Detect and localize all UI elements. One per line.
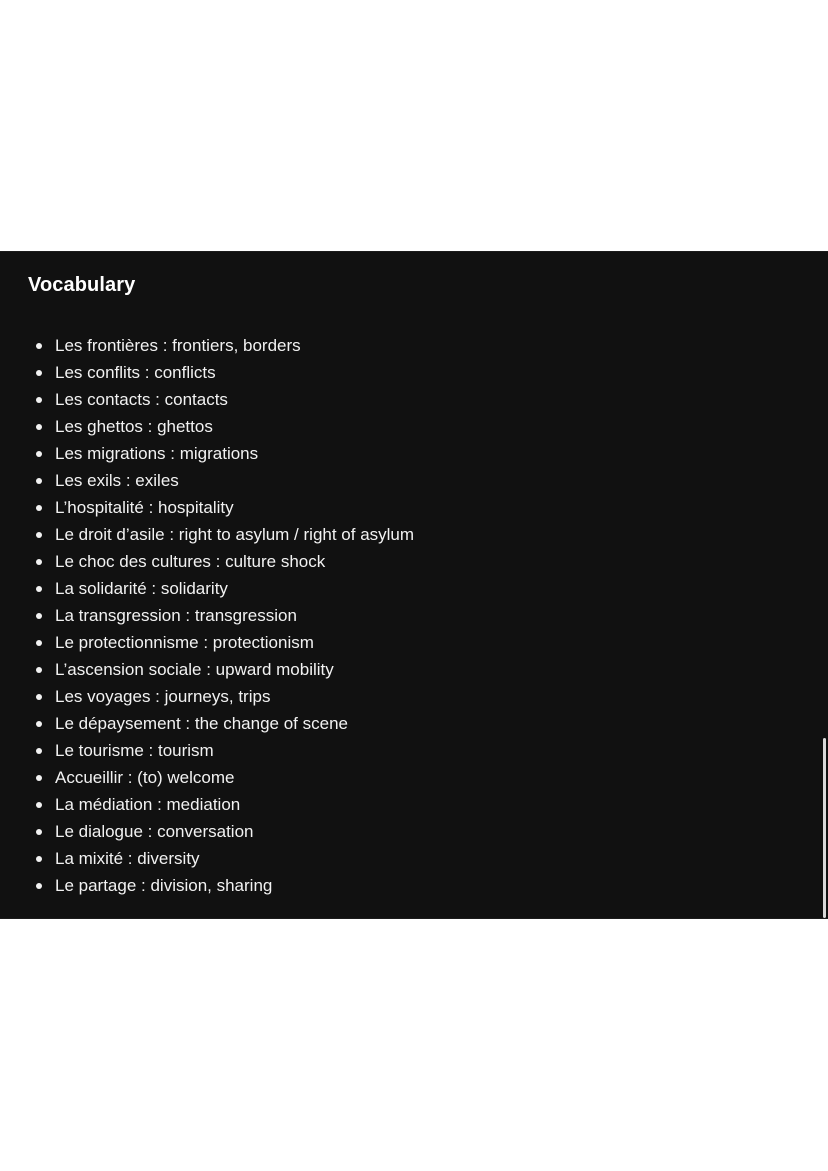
bullet-icon [36, 775, 42, 781]
list-item-text: Le droit d’asile : right to asylum / right of asylum [55, 525, 415, 544]
list-item [0, 332, 414, 359]
bullet-icon [36, 721, 42, 727]
bullet-icon [36, 532, 42, 538]
list-item-text: Le tourisme : tourism [55, 741, 214, 760]
list-item-text: Les frontières : frontiers, borders [55, 336, 301, 355]
list-item-text: Les migrations : migrations [55, 444, 259, 463]
list-item-text: Le partage : division, sharing [55, 876, 273, 895]
list-item [0, 872, 414, 899]
scrollbar-thumb[interactable] [823, 738, 826, 918]
list-item [0, 386, 414, 413]
bullet-icon [36, 613, 42, 619]
list-item-text: Le choc des cultures : culture shock [55, 552, 326, 571]
list-item-text: La transgression : transgression [55, 606, 297, 625]
list-item [0, 629, 414, 656]
list-item [0, 602, 414, 629]
bullet-icon [36, 478, 42, 484]
list-item [0, 764, 414, 791]
bullet-icon [36, 343, 42, 349]
list-item [0, 656, 414, 683]
bullet-icon [36, 802, 42, 808]
list-item-text: La solidarité : solidarity [55, 579, 228, 598]
bullet-icon [36, 397, 42, 403]
list-item [0, 737, 414, 764]
list-item [0, 710, 414, 737]
list-item-text: Les exils : exiles [55, 471, 179, 490]
list-item-text: L’hospitalité : hospitality [55, 498, 234, 517]
list-item-text: La médiation : mediation [55, 795, 241, 814]
list-item [0, 467, 414, 494]
list-item [0, 494, 414, 521]
bullet-icon [36, 856, 42, 862]
bullet-icon [36, 424, 42, 430]
vocabulary-list [0, 332, 414, 899]
section-title: Vocabulary [28, 274, 136, 296]
list-item-text: L’ascension sociale : upward mobility [55, 660, 334, 679]
scrollbar[interactable] [822, 252, 828, 918]
vocabulary-panel [0, 251, 828, 919]
list-item-text: Le dépaysement : the change of scene [55, 714, 348, 733]
bullet-icon [36, 694, 42, 700]
list-item [0, 521, 414, 548]
bullet-icon [36, 640, 42, 646]
list-item-text: Les conflits : conflicts [55, 363, 216, 382]
bullet-icon [36, 748, 42, 754]
list-item [0, 818, 414, 845]
list-item [0, 845, 414, 872]
bullet-icon [36, 451, 42, 457]
list-item-text: Les ghettos : ghettos [55, 417, 213, 436]
list-item [0, 413, 414, 440]
list-item-text: Le dialogue : conversation [55, 822, 254, 841]
list-item [0, 575, 414, 602]
list-item-text: Les voyages : journeys, trips [55, 687, 271, 706]
list-item [0, 440, 414, 467]
list-item-text: Accueillir : (to) welcome [55, 768, 235, 787]
bullet-icon [36, 505, 42, 511]
list-item [0, 548, 414, 575]
bullet-icon [36, 559, 42, 565]
list-item-text: Les contacts : contacts [55, 390, 228, 409]
list-item [0, 791, 414, 818]
bullet-icon [36, 667, 42, 673]
list-item [0, 683, 414, 710]
list-item-text: La mixité : diversity [55, 849, 200, 868]
list-item [0, 359, 414, 386]
bullet-icon [36, 586, 42, 592]
list-item-text: Le protectionnisme : protectionism [55, 633, 314, 652]
bullet-icon [36, 883, 42, 889]
bullet-icon [36, 829, 42, 835]
bullet-icon [36, 370, 42, 376]
